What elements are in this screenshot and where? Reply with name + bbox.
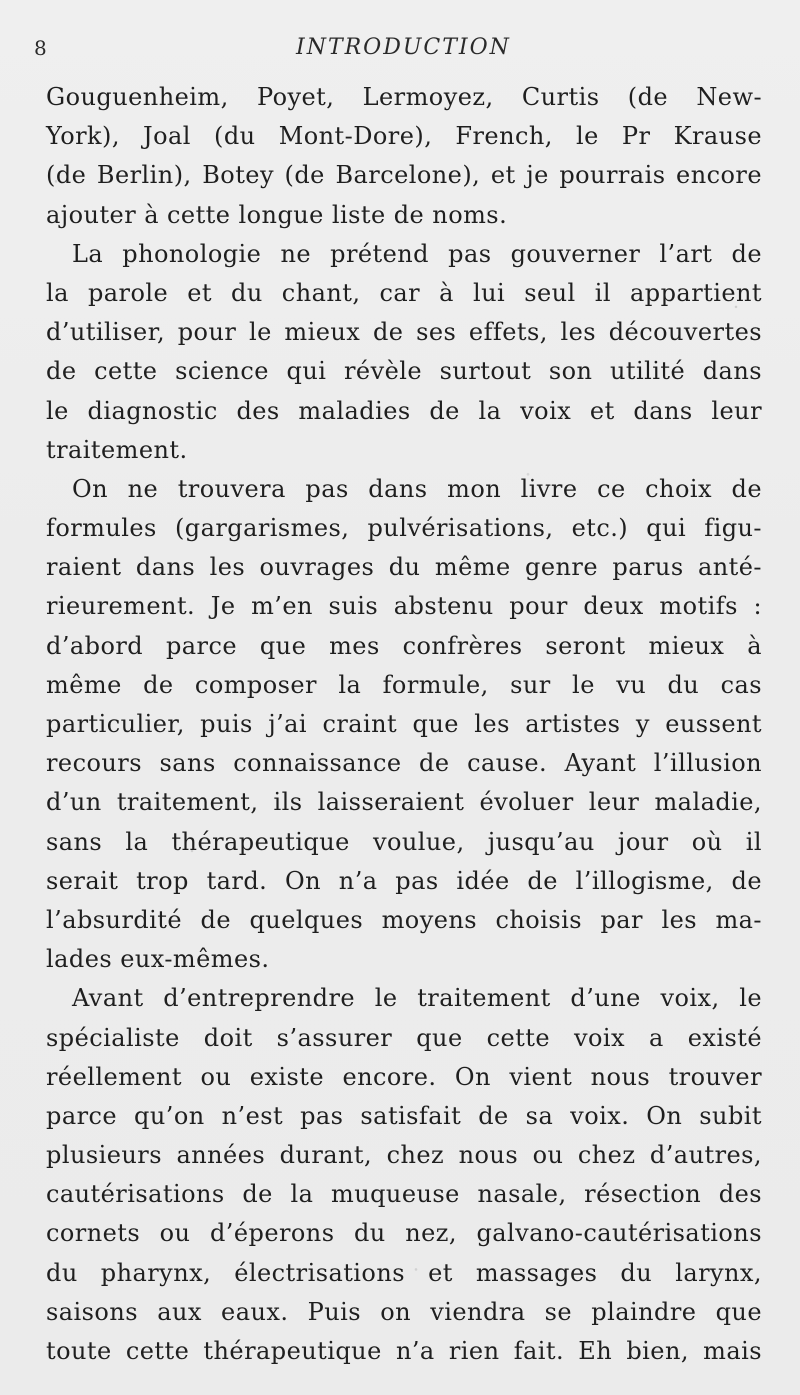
text-line: recours sans connaissance de cause. Ayant l’illusion bbox=[46, 749, 762, 778]
text-line: même de composer la formule, sur le vu du cas bbox=[46, 670, 762, 699]
text-line: d’un traitement, ils laisseraient évoluer leur maladie, bbox=[46, 788, 762, 817]
text-line: Avant d’entreprendre le traitement d’une voix, le bbox=[72, 984, 762, 1013]
text-line: rieurement. Je m’en suis abstenu pour deux motifs : bbox=[46, 592, 762, 621]
body-text bbox=[46, 78, 762, 1371]
text-line: cautérisations de la muqueuse nasale, résection des bbox=[46, 1180, 762, 1209]
page-number: 8 bbox=[34, 36, 47, 60]
text-line: serait trop tard. On n’a pas idée de l’illogisme, de bbox=[46, 866, 762, 895]
text-line: On ne trouvera pas dans mon livre ce choix de bbox=[72, 474, 762, 503]
text-line: traitement. bbox=[46, 435, 188, 464]
text-line: d’utiliser, pour le mieux de ses effets, les découvertes bbox=[46, 318, 762, 347]
text-line: l’absurdité de quelques moyens choisis par les ma- bbox=[46, 905, 762, 934]
text-line: la parole et du chant, car à lui seul il appartient bbox=[46, 278, 762, 307]
running-title: INTRODUCTION bbox=[296, 35, 511, 60]
text-line: spécialiste doit s’assurer que cette voix a existé bbox=[46, 1023, 762, 1052]
text-line: ajouter à cette longue liste de noms. bbox=[46, 200, 508, 229]
text-line: raient dans les ouvrages du même genre parus anté- bbox=[46, 553, 762, 582]
text-line: de cette science qui révèle surtout son utilité dans bbox=[46, 357, 762, 386]
text-line: lades eux-mêmes. bbox=[46, 945, 270, 974]
text-line: (de Berlin), Botey (de Barcelone), et je pourrais encore bbox=[46, 161, 762, 190]
text-line: parce qu’on n’est pas satisfait de sa voix. On subit bbox=[46, 1101, 762, 1130]
text-line: réellement ou existe encore. On vient nous trouver bbox=[46, 1062, 762, 1091]
text-line: d’abord parce que mes confrères seront mieux à bbox=[46, 631, 762, 660]
text-line: toute cette thérapeutique n’a rien fait. Eh bien, mais bbox=[46, 1337, 762, 1365]
text-line: saisons aux eaux. Puis on viendra se plaindre que bbox=[46, 1297, 762, 1326]
text-line: formules (gargarismes, pulvérisations, etc.) qui figu- bbox=[46, 514, 762, 543]
text-line: du pharynx, électrisations et massages du larynx, bbox=[46, 1258, 762, 1287]
text-line: particulier, puis j’ai craint que les artistes y eussent bbox=[46, 710, 762, 738]
text-line: plusieurs années durant, chez nous ou chez d’autres, bbox=[46, 1141, 762, 1170]
text-line: sans la thérapeutique voulue, jusqu’au jour où il bbox=[46, 827, 762, 856]
text-line: cornets ou d’éperons du nez, galvano-cautérisations bbox=[46, 1219, 762, 1248]
text-line: le diagnostic des maladies de la voix et dans leur bbox=[46, 396, 762, 425]
text-line: La phonologie ne prétend pas gouverner l’art de bbox=[72, 239, 762, 268]
running-header bbox=[34, 28, 764, 64]
text-line: York), Joal (du Mont-Dore), French, le Pr Krause bbox=[46, 122, 762, 151]
text-line: Gouguenheim, Poyet, Lermoyez, Curtis (de New- bbox=[46, 83, 762, 111]
